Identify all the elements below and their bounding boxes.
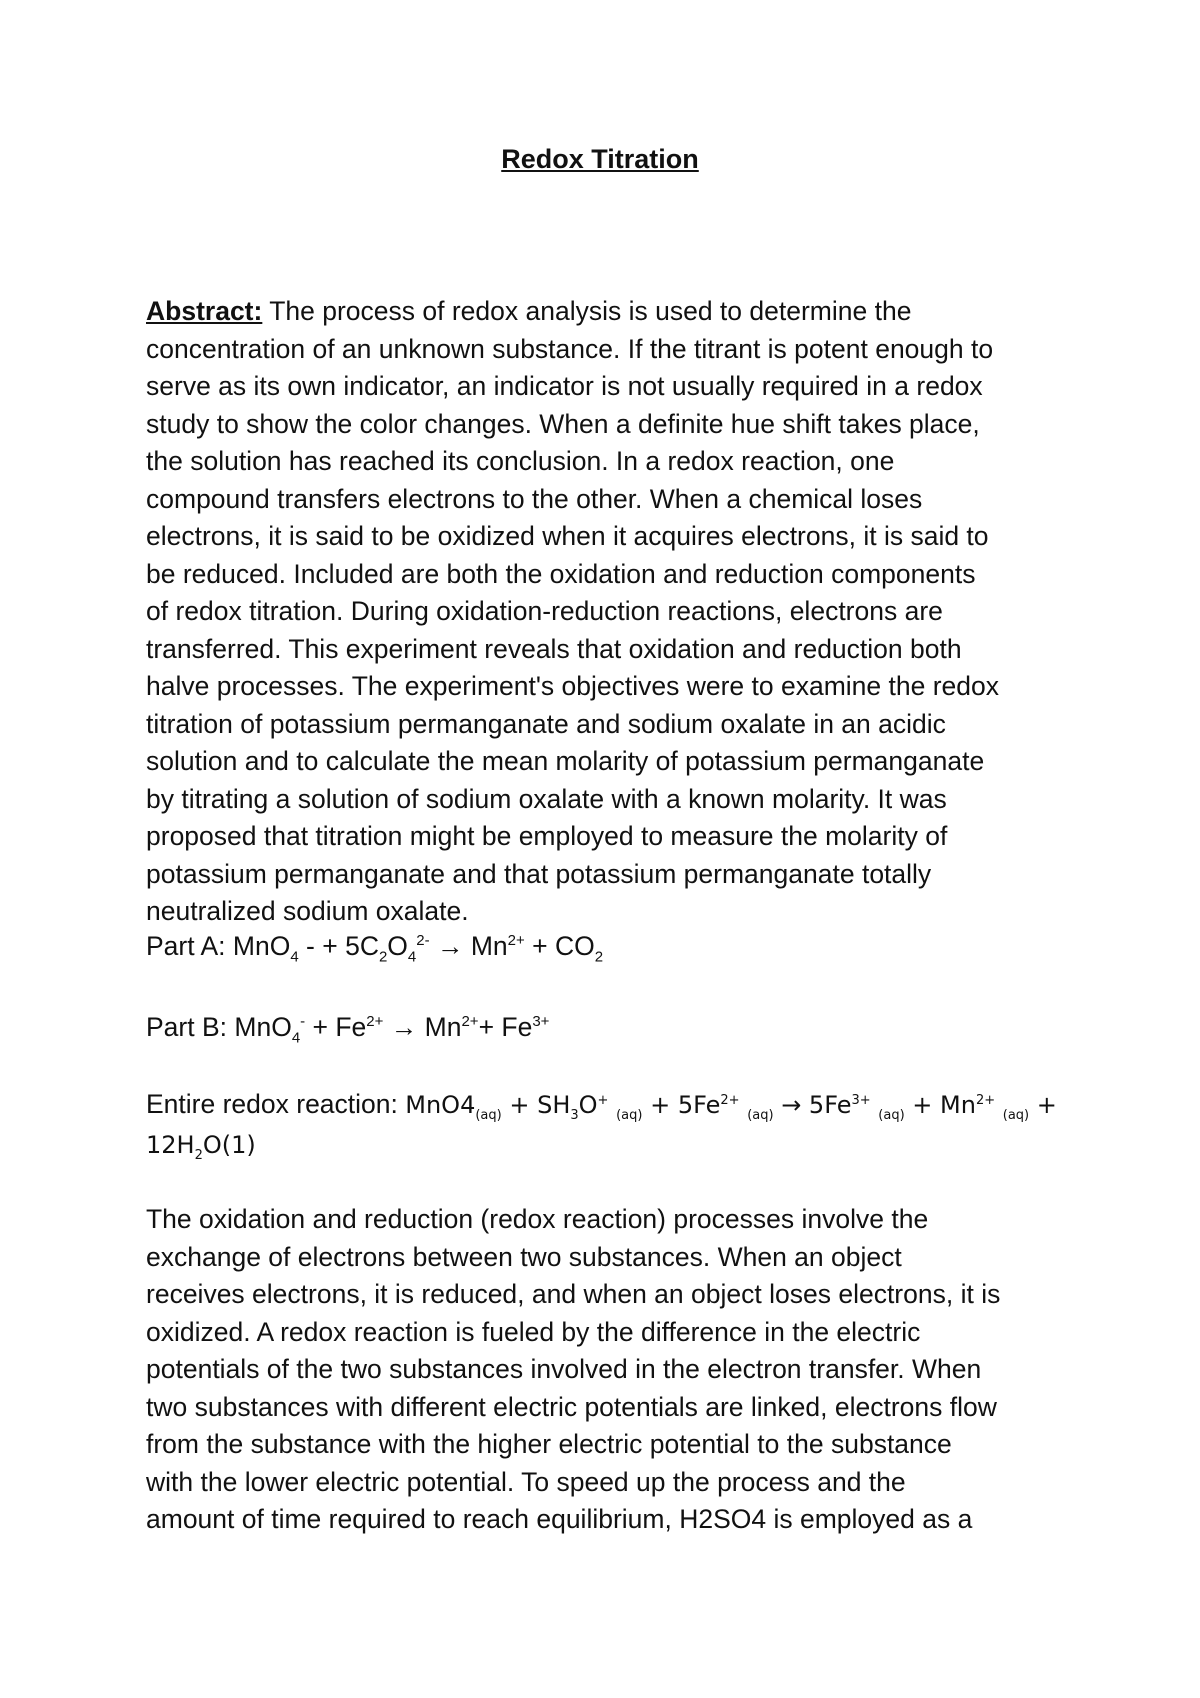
- paragraph-line: receives electrons, it is reduced, and when an object loses electrons, it is: [146, 1279, 1001, 1309]
- equation-entire-continued: [146, 1126, 256, 1165]
- entire-equation-formula: $MnO4_{(aq)} + SH_3O^+$ $_{(aq)} + 5Fe^{2+}$ $_{(aq)} \to 5Fe^{3+}$ $_{(aq)} + Mn^{2+}$ $_{(aq)}$ +: [405, 1091, 1057, 1123]
- abstract-line: study to show the color changes. When a definite hue shift takes place,: [146, 408, 980, 439]
- paragraph-line: potentials of the two substances involved in the electron transfer. When: [146, 1354, 982, 1384]
- equation-part-a: Part A: MnO$_4$ - + $5C_2O_4^{2-} \to Mn^{2+} + CO_2$: [146, 931, 604, 966]
- abstract-line: concentration of an unknown substance. If the titrant is potent enough to: [146, 333, 994, 364]
- part-b-label: Part B:: [146, 1012, 228, 1042]
- paragraph-line: two substances with different electric potentials are linked, electrons flow: [146, 1391, 997, 1422]
- abstract-line: [146, 293, 1086, 331]
- paragraph-line: exchange of electrons between two substances. When an object: [146, 1241, 902, 1272]
- abstract-line: compound transfers electrons to the other. When a chemical loses: [146, 483, 923, 514]
- abstract-line: proposed that titration might be employed to measure the molarity of: [146, 821, 948, 851]
- body-paragraph: [146, 1201, 1086, 1539]
- entire-label: Entire redox reaction:: [146, 1089, 398, 1119]
- document-title: Redox Titration: [501, 144, 699, 174]
- abstract-line: titration of potassium permanganate and sodium oxalate in an acidic: [146, 708, 946, 739]
- entire-equation-tail: [146, 1131, 256, 1163]
- abstract-line: electrons, it is said to be oxidized when it acquires electrons, it is said to: [146, 521, 989, 551]
- abstract-line-text: The process of redox analysis is used to determine the: [262, 296, 912, 326]
- abstract-line: neutralized sodium oxalate.: [146, 896, 469, 926]
- paragraph-line: amount of time required to reach equilibrium, H2SO4 is employed as a: [146, 1504, 973, 1534]
- equation-entire: [146, 1086, 1057, 1125]
- abstract-paragraph: [146, 293, 1086, 931]
- abstract-line: of redox titration. During oxidation-reduction reactions, electrons are: [146, 596, 943, 626]
- paragraph-line: oxidized. A redox reaction is fueled by the difference in the electric: [146, 1316, 921, 1347]
- entire-line2-end: O(1): [202, 1131, 256, 1159]
- abstract-label: Abstract:: [146, 296, 263, 326]
- abstract-line: halve processes. The experiment's objectives were to examine the redox: [146, 671, 1000, 701]
- equation-part-b: Part B: $MnO_4^- + Fe^{2+} \to Mn^{2+}+ Fe^{3+}$: [146, 1012, 550, 1047]
- abstract-line: transferred. This experiment reveals that oxidation and reduction both: [146, 633, 962, 664]
- paragraph-line: with the lower electric potential. To speed up the process and the: [146, 1466, 906, 1497]
- abstract-line: be reduced. Included are both the oxidation and reduction components: [146, 558, 976, 589]
- part-a-label: Part A:: [146, 931, 226, 961]
- abstract-line: solution and to calculate the mean molarity of potassium permanganate: [146, 746, 985, 776]
- entire-line2-sub: 2: [194, 1147, 203, 1163]
- entire-line2-start: 12H: [146, 1131, 195, 1159]
- paragraph-line: from the substance with the higher electric potential to the substance: [146, 1429, 952, 1459]
- abstract-line: by titrating a solution of sodium oxalate with a known molarity. It was: [146, 783, 947, 814]
- abstract-line: potassium permanganate and that potassium permanganate totally: [146, 858, 932, 889]
- paragraph-line: The oxidation and reduction (redox reaction) processes involve the: [146, 1204, 929, 1234]
- abstract-line: the solution has reached its conclusion. In a redox reaction, one: [146, 446, 895, 476]
- abstract-line: serve as its own indicator, an indicator is not usually required in a redox: [146, 371, 983, 401]
